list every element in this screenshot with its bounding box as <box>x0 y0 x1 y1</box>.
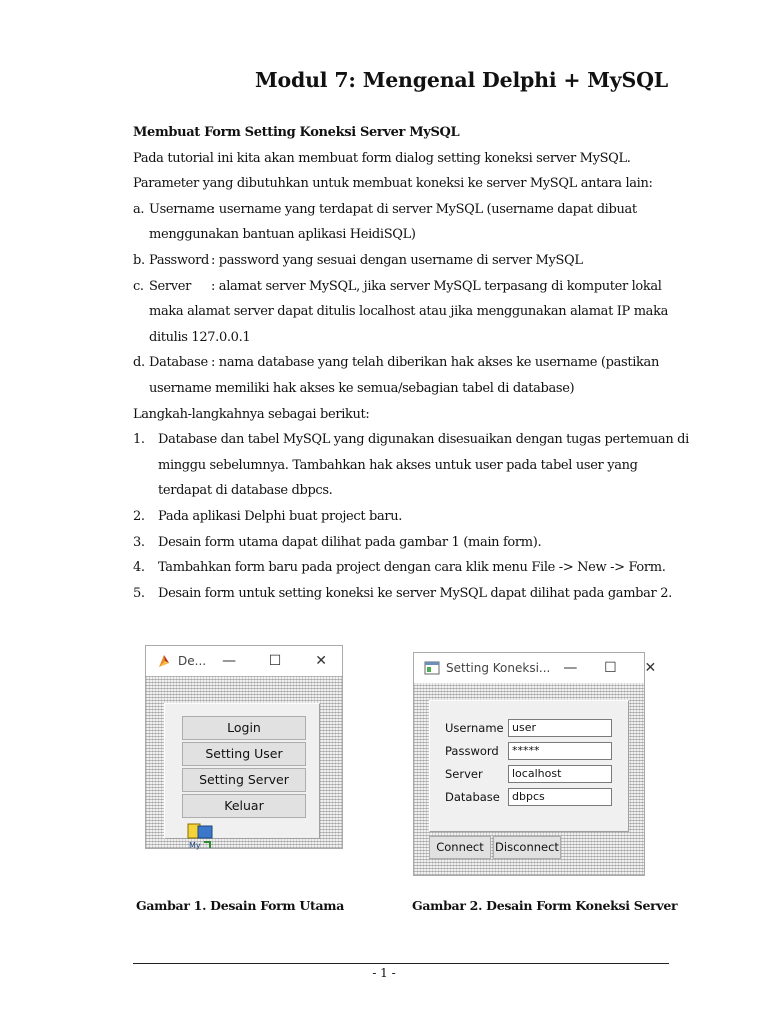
param-key: Password <box>149 252 209 268</box>
mysql-connection-icon <box>186 822 214 850</box>
param-key: Username <box>149 201 214 217</box>
step-line: Desain form untuk setting koneksi ke server MySQL dapat dilihat pada gambar 2. <box>158 585 672 601</box>
username-input[interactable]: user <box>508 719 612 737</box>
figure2-window-title: Setting Koneksi... <box>446 661 551 675</box>
param-label: d. <box>133 355 145 371</box>
figure2-titlebar <box>414 653 657 683</box>
param-desc: : password yang sesuai dengan username di server MySQL <box>211 252 583 268</box>
keluar-button[interactable]: Keluar <box>182 794 306 818</box>
footer-divider <box>133 963 669 964</box>
steps-heading: Langkah-langkahnya sebagai berikut: <box>133 406 370 422</box>
step-number: 2. <box>133 508 145 524</box>
param-label: c. <box>133 278 144 294</box>
param-item <box>133 350 681 376</box>
figure1-titlebar <box>146 646 342 676</box>
section-text <box>133 120 689 606</box>
figure1-caption: Gambar 1. Desain Form Utama <box>136 898 344 913</box>
intro-line: Pada tutorial ini kita akan membuat form dialog setting koneksi server MySQL. <box>133 150 631 166</box>
figure2-form-grid <box>414 683 644 875</box>
section-heading: Membuat Form Setting Koneksi Server MySQL <box>133 125 460 140</box>
step-item <box>133 530 681 556</box>
setting-user-button[interactable]: Setting User <box>182 742 306 766</box>
param-item <box>133 274 681 300</box>
param-label: b. <box>133 252 145 268</box>
figure2-caption: Gambar 2. Desain Form Koneksi Server <box>412 898 678 913</box>
server-input[interactable]: localhost <box>508 765 612 783</box>
figure1-window <box>145 645 343 849</box>
delphi-app-icon <box>156 653 172 669</box>
param-continuation: maka alamat server dapat ditulis localhost atau jika menggunakan alamat IP maka <box>149 304 668 320</box>
param-key: Database <box>149 355 208 371</box>
setting-server-button[interactable]: Setting Server <box>182 768 306 792</box>
maximize-icon[interactable]: ☐ <box>268 653 282 669</box>
connect-button[interactable]: Connect <box>429 836 491 859</box>
password-label: Password <box>445 744 499 758</box>
step-continuation: minggu sebelumnya. Tambahkan hak akses untuk user pada tabel user yang <box>158 457 638 473</box>
close-icon[interactable]: ✕ <box>315 653 327 669</box>
server-label: Server <box>445 767 483 781</box>
param-label: a. <box>133 201 145 217</box>
step-number: 4. <box>133 560 145 576</box>
step-line: Database dan tabel MySQL yang digunakan disesuaikan dengan tugas pertemuan di <box>158 432 689 448</box>
username-label: Username <box>445 721 504 735</box>
step-item <box>133 427 689 453</box>
step-line: Pada aplikasi Delphi buat project baru. <box>158 508 403 524</box>
step-line: Tambahkan form baru pada project dengan cara klik menu File -> New -> Form. <box>158 560 666 576</box>
param-key: Server <box>149 278 191 294</box>
minimize-icon[interactable]: — <box>563 660 578 676</box>
database-label: Database <box>445 790 500 804</box>
step-continuation: terdapat di database dbpcs. <box>158 483 333 499</box>
step-item <box>133 581 681 607</box>
minimize-icon[interactable]: — <box>222 653 237 669</box>
param-item <box>133 197 681 223</box>
password-input[interactable]: ***** <box>508 742 612 760</box>
close-icon[interactable]: ✕ <box>644 660 657 676</box>
maximize-icon[interactable]: ☐ <box>604 660 617 676</box>
figure1-form-grid <box>146 676 342 848</box>
login-button[interactable]: Login <box>182 716 306 740</box>
figure1-window-title: De... <box>178 654 207 668</box>
step-number: 1. <box>133 432 145 448</box>
step-item <box>133 504 681 530</box>
svg-text:My: My <box>189 841 201 850</box>
document-title: Modul 7: Mengenal Delphi + MySQL <box>255 68 668 92</box>
param-continuation: username memiliki hak akses ke semua/sebagian tabel di database) <box>149 380 575 396</box>
form-window-icon <box>424 660 440 676</box>
param-desc: : username yang terdapat di server MySQL (username dapat dibuat <box>211 201 637 217</box>
step-number: 5. <box>133 585 145 601</box>
param-desc: : alamat server MySQL, jika server MySQL terpasang di komputer lokal <box>211 278 662 294</box>
param-desc: : nama database yang telah diberikan hak akses ke username (pastikan <box>211 355 659 371</box>
disconnect-button[interactable]: Disconnect <box>493 836 561 859</box>
page-number: - 1 - <box>372 966 396 980</box>
step-item <box>133 555 681 581</box>
step-number: 3. <box>133 534 145 550</box>
param-item <box>133 248 681 274</box>
step-line: Desain form utama dapat dilihat pada gambar 1 (main form). <box>158 534 542 550</box>
param-continuation: ditulis 127.0.0.1 <box>149 329 251 345</box>
figure2-window <box>413 652 657 876</box>
database-input[interactable]: dbpcs <box>508 788 612 806</box>
intro-line: Parameter yang dibutuhkan untuk membuat koneksi ke server MySQL antara lain: <box>133 176 653 192</box>
param-continuation: menggunakan bantuan aplikasi HeidiSQL) <box>149 227 416 243</box>
